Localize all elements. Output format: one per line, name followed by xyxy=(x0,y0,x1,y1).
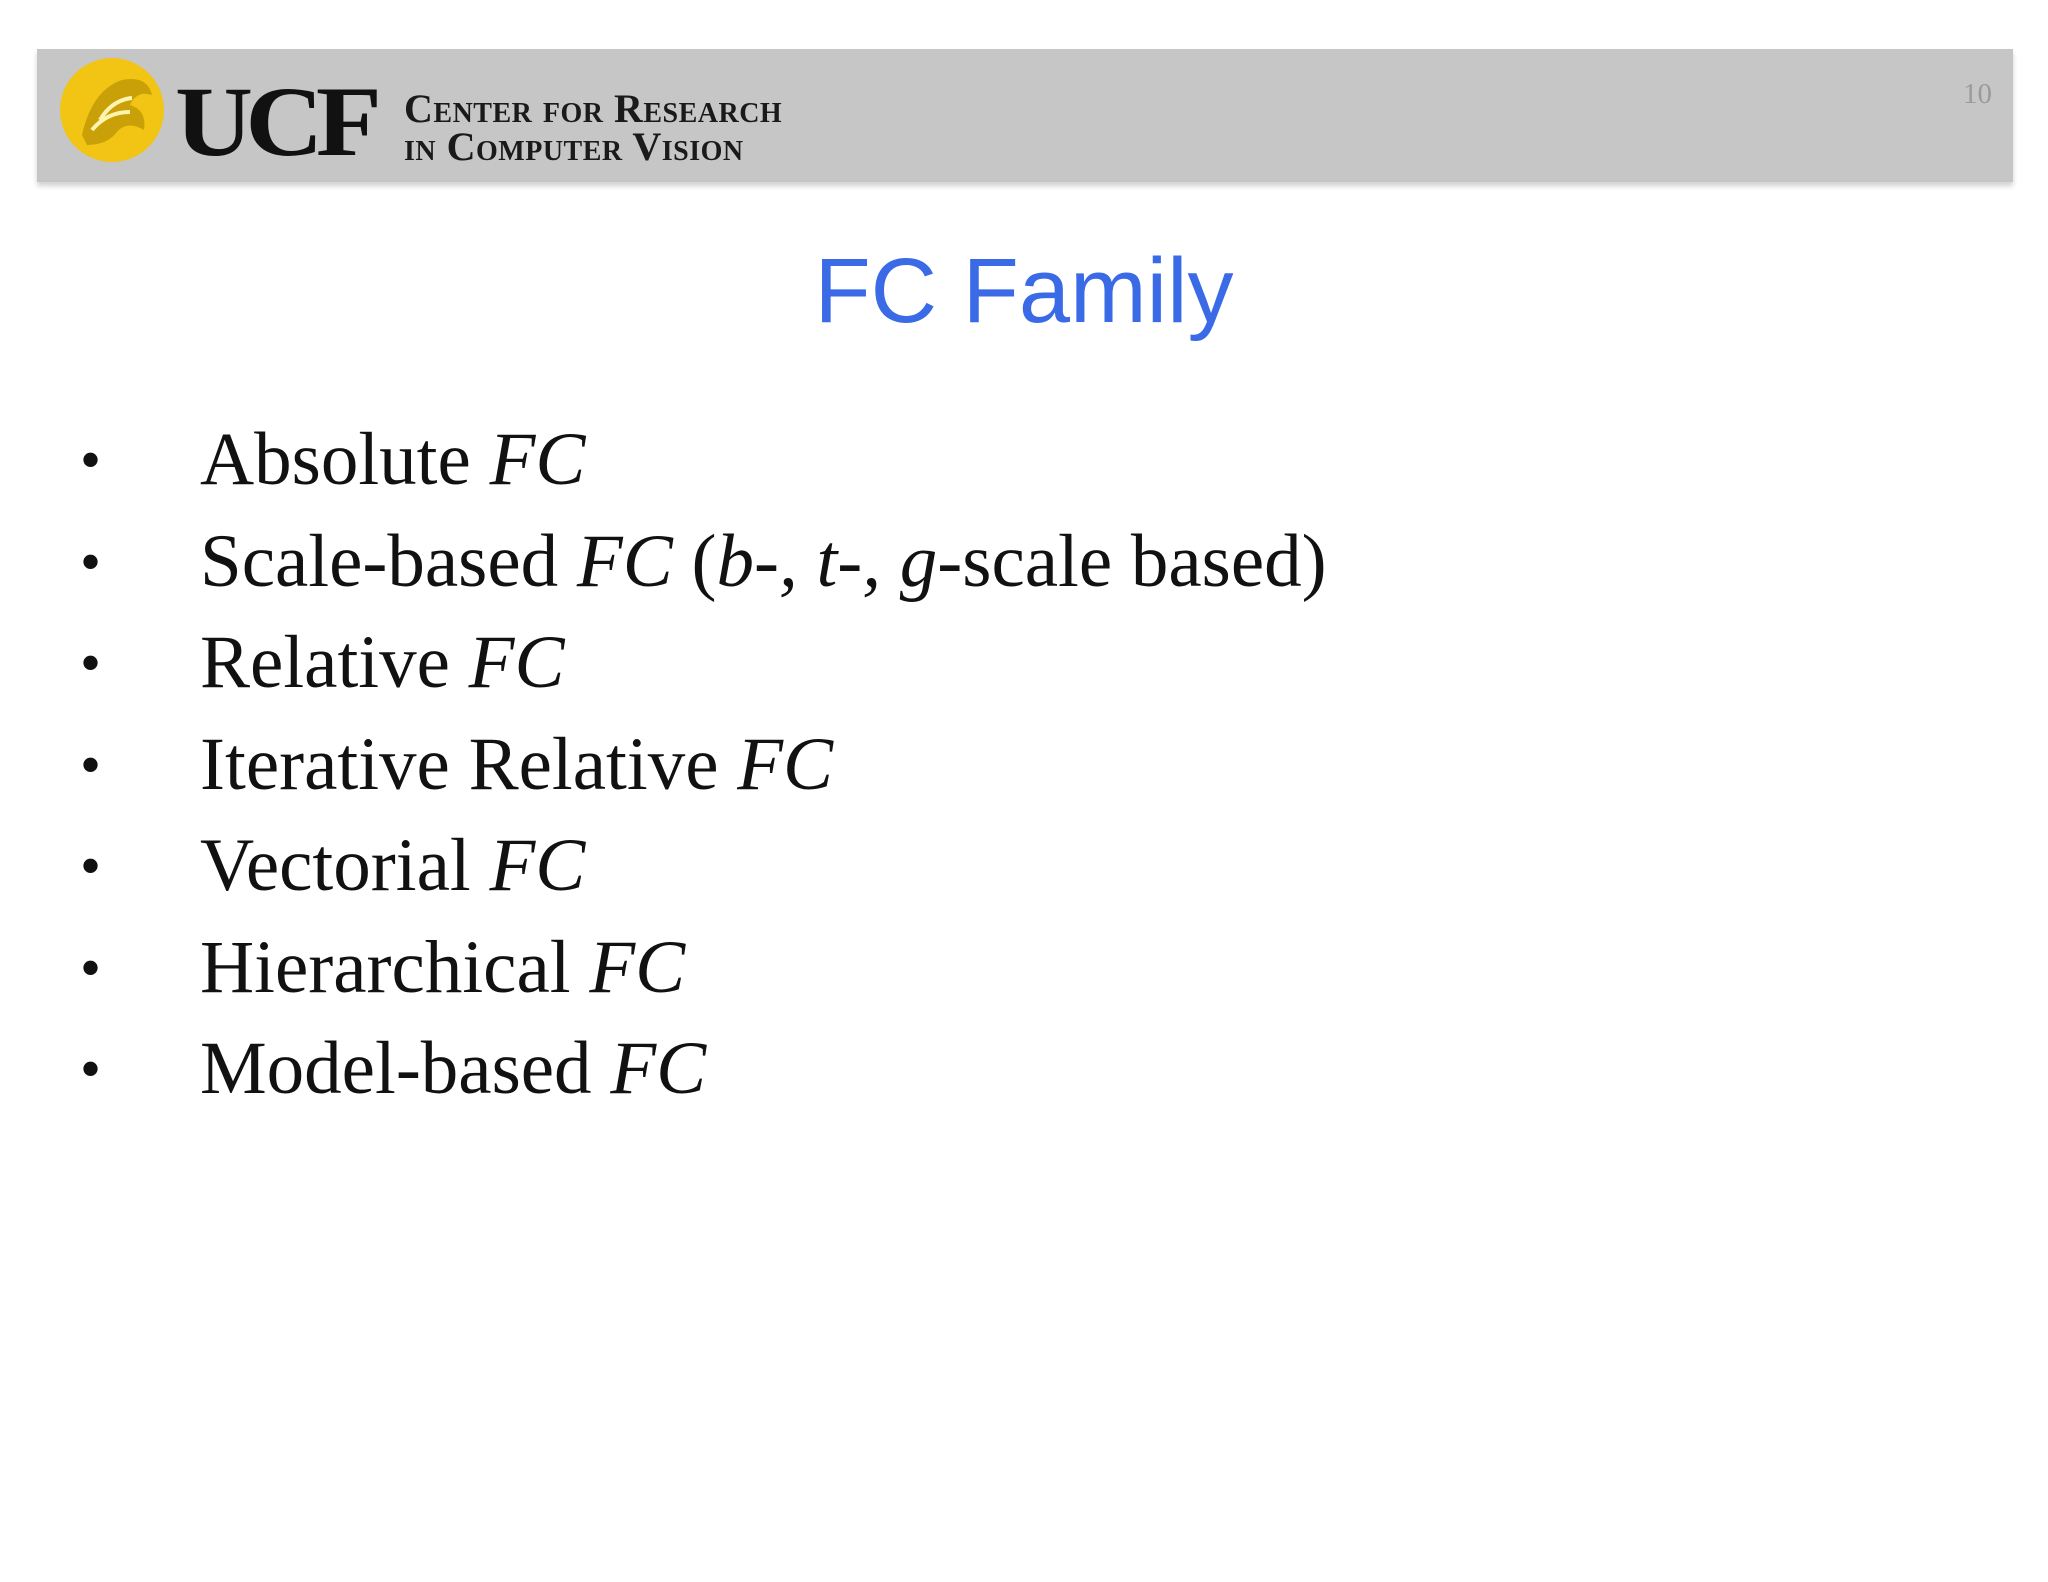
center-name-line2: in Computer Vision xyxy=(404,124,744,169)
text-segment: Relative xyxy=(200,621,469,704)
list-item-text xyxy=(200,821,585,911)
list-item-text xyxy=(200,1024,706,1114)
italic-segment: FC xyxy=(489,418,586,501)
slide-title: FC Family xyxy=(814,240,1234,342)
page-number: 10 xyxy=(1963,78,1992,110)
text-segment: Vectorial xyxy=(200,824,490,907)
bullet-icon: • xyxy=(80,630,102,696)
italic-segment: FC xyxy=(589,925,686,1009)
text-segment: Model-based xyxy=(200,1027,611,1110)
list-item-text xyxy=(200,415,585,505)
bullet-icon: • xyxy=(80,934,102,1001)
text-segment: Absolute xyxy=(200,418,490,501)
italic-segment: FC xyxy=(489,824,586,907)
center-name-line1: Center for Research xyxy=(404,86,783,131)
text-segment: Scale-based xyxy=(200,519,577,603)
list-item-text xyxy=(200,720,833,810)
ucf-pegasus-logo-icon xyxy=(52,50,172,170)
list-item-text xyxy=(200,923,685,1013)
bullet-icon: • xyxy=(80,833,102,899)
list-item-text xyxy=(200,618,565,708)
italic-segment: FC xyxy=(468,621,565,704)
text-segment: Hierarchical xyxy=(200,925,590,1009)
italic-segment: FC xyxy=(610,1027,707,1110)
bullet-icon: • xyxy=(80,427,102,493)
bullet-icon: • xyxy=(80,731,102,798)
italic-segment: b-, t-, g xyxy=(716,519,938,603)
bullet-icon: • xyxy=(80,1036,102,1102)
list-item-text xyxy=(200,517,1327,607)
bullet-icon: • xyxy=(80,528,102,595)
ucf-wordmark: UCF xyxy=(175,66,375,177)
italic-segment: FC xyxy=(737,722,834,806)
italic-segment: FC xyxy=(576,519,673,603)
text-segment: ( xyxy=(672,519,717,603)
text-segment: Iterative Relative xyxy=(200,722,738,806)
text-segment: -scale based) xyxy=(937,519,1327,603)
center-name xyxy=(404,86,783,169)
